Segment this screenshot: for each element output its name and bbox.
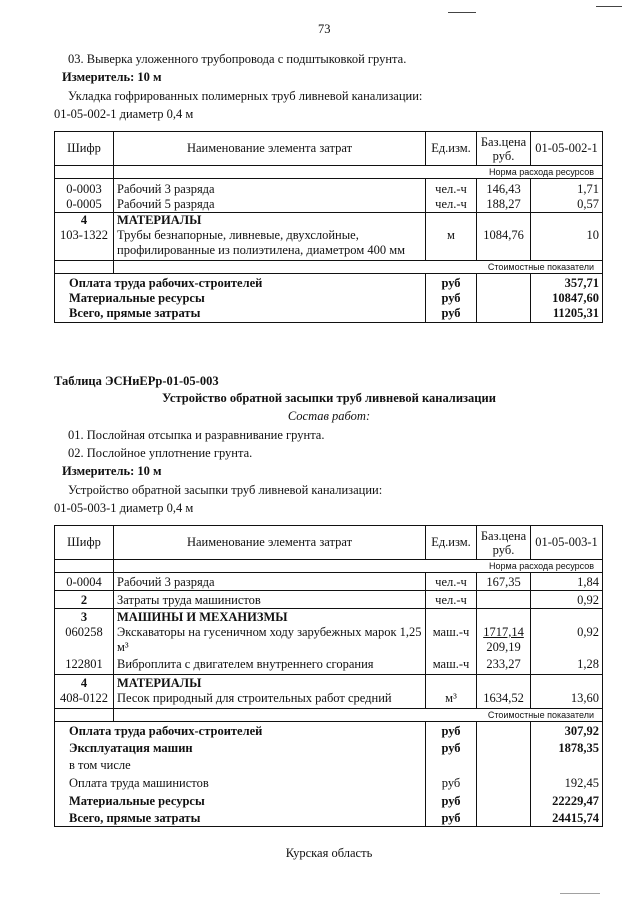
table-row-unit: чел.-ч (426, 591, 477, 609)
table-row-unit: чел.-ч (426, 179, 477, 198)
composition-label: Состав работ: (287, 409, 371, 423)
norm-label: Норма расхода ресурсов (114, 560, 603, 573)
table-row-code: 0-0003 (55, 179, 114, 198)
table-row-name: Виброплита с двигателем внутреннего сгорания (114, 657, 426, 675)
total-label: Всего, прямые затраты (55, 809, 426, 827)
total-unit (426, 756, 477, 773)
total-unit: руб (426, 791, 477, 809)
table-row-price: 1634,52 (477, 691, 531, 709)
total-unit: руб (426, 773, 477, 791)
code-line: 01-05-003-1 диаметр 0,4 м (54, 501, 194, 515)
total-value: 11205,31 (531, 306, 603, 323)
total-label: Оплата труда рабочих-строителей (55, 273, 426, 291)
table-row-price: 146,43 (477, 179, 531, 198)
table-row-price: 167,35 (477, 573, 531, 591)
total-value: 307,92 (531, 722, 603, 740)
table-row-name: Экскаваторы на гусеничном ходу зарубежных марок 1,25 м³ (114, 625, 426, 657)
work-item: 01. Послойная отсыпка и разравнивание грунта. (68, 428, 325, 442)
scan-mark (596, 6, 622, 7)
header-norm: 01-05-003-1 (531, 526, 603, 560)
table-label: Таблица ЭСНиЕРр-01-05-003 (54, 374, 219, 388)
header-price: Баз.цена руб. (477, 132, 531, 166)
table-row-unit: маш.-ч (426, 625, 477, 657)
table-row-price: 233,27 (477, 657, 531, 675)
group-name: МАТЕРИАЛЫ (114, 213, 426, 229)
total-unit: руб (426, 291, 477, 306)
group-name: МАШИНЫ И МЕХАНИЗМЫ (114, 609, 426, 626)
table-row-value: 1,84 (531, 573, 603, 591)
total-label: Материальные ресурсы (55, 291, 426, 306)
cost-label: Стоимостные показатели (114, 260, 603, 273)
table-row-unit: чел.-ч (426, 573, 477, 591)
total-label: Материальные ресурсы (55, 791, 426, 809)
table-row-value: 1,28 (531, 657, 603, 675)
total-unit: руб (426, 306, 477, 323)
header-name: Наименование элемента затрат (114, 526, 426, 560)
table-row-price: 1084,76 (477, 228, 531, 260)
table-row-code: 122801 (55, 657, 114, 675)
header-code: Шифр (55, 132, 114, 166)
group-code: 4 (55, 675, 114, 692)
section-title: Устройство обратной засыпки труб ливневой канализации: (68, 483, 383, 497)
total-value: 24415,74 (531, 809, 603, 827)
table-row-code: 060258 (55, 625, 114, 657)
group-code: 3 (55, 609, 114, 626)
resource-table-2 (54, 525, 603, 827)
footer-region: Курская область (285, 846, 373, 860)
cost-label: Стоимостные показатели (114, 709, 603, 722)
total-value: 357,71 (531, 273, 603, 291)
table-row-value: 0,92 (531, 625, 603, 657)
table-row-code: 408-0122 (55, 691, 114, 709)
header-price: Баз.цена руб. (477, 526, 531, 560)
table-row-value: 10 (531, 228, 603, 260)
table-row-unit: маш.-ч (426, 657, 477, 675)
measure-unit: Измеритель: 10 м (62, 464, 162, 478)
norm-label: Норма расхода ресурсов (114, 166, 603, 179)
total-label: Оплата труда машинистов (55, 773, 426, 791)
total-value: 22229,47 (531, 791, 603, 809)
section-title: Укладка гофрированных полимерных труб ливневой канализации: (68, 89, 423, 103)
group-name: МАТЕРИАЛЫ (114, 675, 426, 692)
measure-unit: Измеритель: 10 м (62, 70, 162, 84)
table-row-name: Рабочий 3 разряда (114, 179, 426, 198)
table-row-unit: чел.-ч (426, 197, 477, 213)
header-unit: Ед.изм. (426, 526, 477, 560)
table-row-name: Рабочий 3 разряда (114, 573, 426, 591)
code-line: 01-05-002-1 диаметр 0,4 м (54, 107, 194, 121)
group-code: 4 (55, 213, 114, 229)
table-row-name: Песок природный для строительных работ средний (114, 691, 426, 709)
resource-table-1 (54, 131, 603, 323)
table-row-code: 103-1322 (55, 228, 114, 260)
table-row-value: 0,57 (531, 197, 603, 213)
table-row-code: 2 (55, 591, 114, 609)
header-unit: Ед.изм. (426, 132, 477, 166)
scan-mark (448, 12, 476, 13)
table-row-name: Рабочий 5 разряда (114, 197, 426, 213)
table-row-value: 1,71 (531, 179, 603, 198)
work-item: 03. Выверка уложенного трубопровода с подштыковкой грунта. (68, 52, 407, 66)
total-label: в том числе (55, 756, 426, 773)
total-label: Эксплуатация машин (55, 739, 426, 756)
table-row-code: 0-0004 (55, 573, 114, 591)
table-row-value: 0,92 (531, 591, 603, 609)
total-value: 1878,35 (531, 739, 603, 756)
table-row-value: 13,60 (531, 691, 603, 709)
table-row-name: Затраты труда машинистов (114, 591, 426, 609)
header-norm: 01-05-002-1 (531, 132, 603, 166)
header-code: Шифр (55, 526, 114, 560)
total-value: 192,45 (531, 773, 603, 791)
work-item: 02. Послойное уплотнение грунта. (68, 446, 253, 460)
table-row-unit: м (426, 228, 477, 260)
total-unit: руб (426, 809, 477, 827)
table-row-code: 0-0005 (55, 197, 114, 213)
table-row-unit: м³ (426, 691, 477, 709)
header-name: Наименование элемента затрат (114, 132, 426, 166)
section-heading: Устройство обратной засыпки труб ливневой канализации (162, 391, 496, 405)
scan-mark (560, 893, 600, 894)
table-row-name: Трубы безнапорные, ливневые, двухслойные, профилированные из полиэтилена, диаметром 400 мм (114, 228, 426, 260)
total-value: 10847,60 (531, 291, 603, 306)
table-row-price: 1717,14 209,19 (477, 625, 531, 657)
total-unit: руб (426, 273, 477, 291)
table-row-price: 188,27 (477, 197, 531, 213)
total-value (531, 756, 603, 773)
total-unit: руб (426, 722, 477, 740)
total-label: Оплата труда рабочих-строителей (55, 722, 426, 740)
total-unit: руб (426, 739, 477, 756)
page-number: 73 (318, 22, 331, 36)
total-label: Всего, прямые затраты (55, 306, 426, 323)
